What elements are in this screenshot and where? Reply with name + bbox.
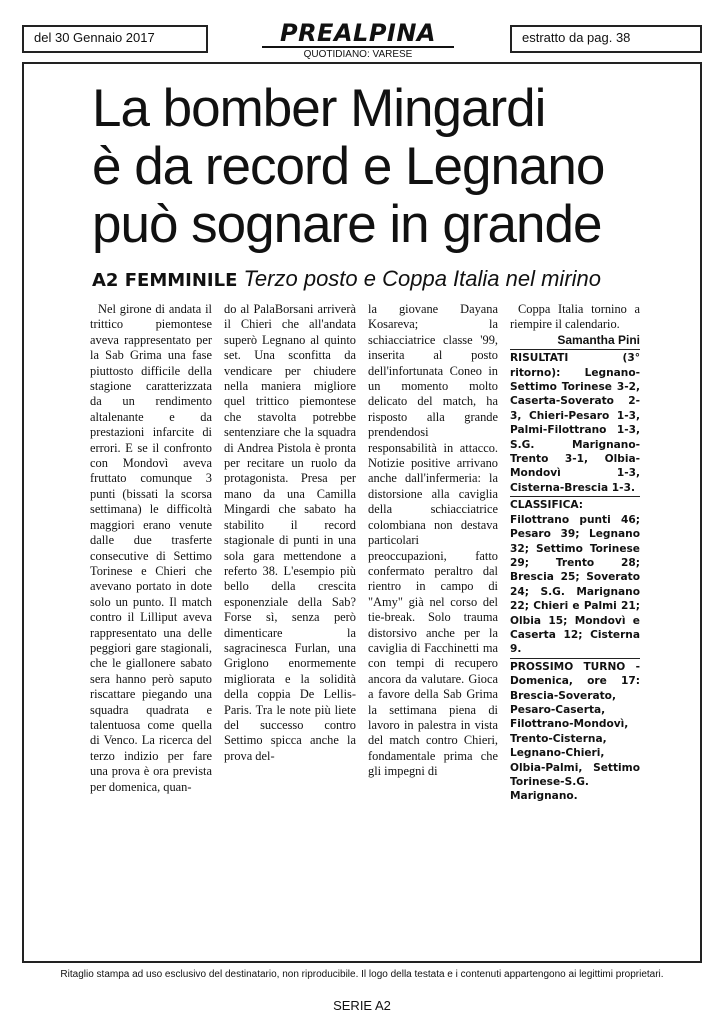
results-box <box>510 351 640 495</box>
disclaimer: Ritaglio stampa ad uso esclusivo del destinatario, non riproducibile. Il logo della testata e i contenuti appartengono ai legittimi proprietari. <box>60 969 664 980</box>
masthead <box>262 20 454 60</box>
headline <box>92 80 652 254</box>
subtitle: Terzo posto e Coppa Italia nel mirino <box>243 266 601 291</box>
page-box <box>510 25 702 53</box>
results-text: Legnano-Settimo Torinese 3-2, Caserta-Soverato 2-3, Chieri-Pesaro 1-3, Palmi-Filottrano 1-3, S.G. Marignano-Trento 3-1, Olbia-Mondovì 1-3, Cisterna-Brescia 1-3. <box>510 366 640 494</box>
article-column-1 <box>90 302 212 795</box>
results-title: RISULTATI (3° ritorno): <box>510 352 640 379</box>
page-reference: estratto da pag. 38 <box>522 30 631 45</box>
section-label: SERIE A2 <box>333 998 391 1013</box>
article-column-2 <box>224 302 356 764</box>
kicker: A2 FEMMINILE <box>92 270 238 291</box>
headline-line-3: può sognare in grande <box>92 195 602 254</box>
divider <box>510 658 640 659</box>
article-column-3 <box>368 302 498 780</box>
author: Samantha Pini <box>557 332 640 347</box>
next-round-title: PROSSIMO TURNO <box>510 660 626 673</box>
next-round-text: - Domenica, ore 17: Brescia-Soverato, Pesaro-Caserta, Filottrano-Mondovì, Trento-Cisterna, Legnano-Chieri, Olbia-Palmi, Settimo Torinese-S.G. Marignano. <box>510 660 640 803</box>
headline-line-1: La bomber Mingardi <box>92 79 546 138</box>
standings-title: CLASSIFICA: <box>510 499 584 512</box>
divider <box>510 496 640 497</box>
standings-text: Filottrano punti 46; Pesaro 39; Legnano 32; Settimo Torinese 29; Trento 28; Brescia 25; Soverato 24; S.G. Marignano 22; Chieri e Palmi 21; Olbia 15; Mondovì e Caserta 12; Cisterna 9. <box>510 513 640 656</box>
column-2-text: do al PalaBorsani arriverà il Chieri che all'andata superò Legnano al quinto set. Una sconfitta da vendicare per chiudere nella maniera migliore quel trittico piemontese che stavolta potrebbe sentenziare che la squadra di Andrea Pistola è pronta per recitare un ruolo da protagonista. Presa per mano da una Camilla Mingardi che sabato ha stabilito il record stagionale di punti in una sola gara mettendone a referto 38. L'esempio più bello della crescita esponenziale della Sab? Forse sì, senza però dimenticare la sagracinesca Furlan, una Griglono enormemente migliorata e la solidità della coppia De Lellis-Paris. Tra le note più liete del successo contro Settimo spicca anche la prova del- <box>224 302 356 763</box>
headline-line-2: è da record e Legnano <box>92 137 605 196</box>
column-3-text: la giovane Dayana Kosareva; la schiacciatrice classe '99, inserita al posto dell'infortunata Coneo in un momento molto delicato del match, ha risposto alla grande prendendosi responsabilità in attacco. Notizie positive arrivano anche dall'infermeria: la distorsione alla caviglia della schiacciatrice colombiana non destava particolari preoccupazioni, fatto confermato peraltro dal rientro in campo di "Amy" già nel corso del tie-break. Solo trauma distorsivo anche per la caviglia di Facchinetti ma con tempi di recupero ancora da valutare. Gioca a favore della Sab Grima la settimana piena di lavoro in palestra in vista del match contro Chieri, fondamentale prima che gli impegni di <box>368 302 498 779</box>
column-4-text: Coppa Italia tornino a riempire il calendario. <box>510 302 640 332</box>
column-1-text: Nel girone di andata il trittico piemontese aveva rappresentato per la Sab Grima una fase piuttosto difficile della stagione caratterizzata da un rendimento altalenante e da prestazioni infarcite di errori. E se il confronto con Mondovì aveva fruttato comunque 3 punti (bissati la scorsa settimana) le difficoltà maggiori erano venute dalle due trasferte consecutive di Settimo Torinese e Chieri che avevano portato in dote solo un punto. Il match contro il Lilliput aveva rappresentato una delle peggiori gare stagionali, che le giallonere sabato sera hanno però saputo riscattare piegando una squadra quadrata e talentuosa come quella di Venco. La ricerca del terzo indizio per fare una prova è ora prevista per domenica, quan- <box>90 302 212 794</box>
subhead <box>92 266 601 292</box>
divider <box>510 349 640 350</box>
article-column-4 <box>510 302 640 804</box>
standings-box <box>510 498 640 656</box>
masthead-subtitle: QUOTIDIANO: VARESE <box>303 49 413 60</box>
date-box <box>22 25 208 53</box>
publication-date: del 30 Gennaio 2017 <box>34 30 155 45</box>
masthead-logo: PREALPINA <box>262 20 454 48</box>
next-round-box <box>510 660 640 804</box>
